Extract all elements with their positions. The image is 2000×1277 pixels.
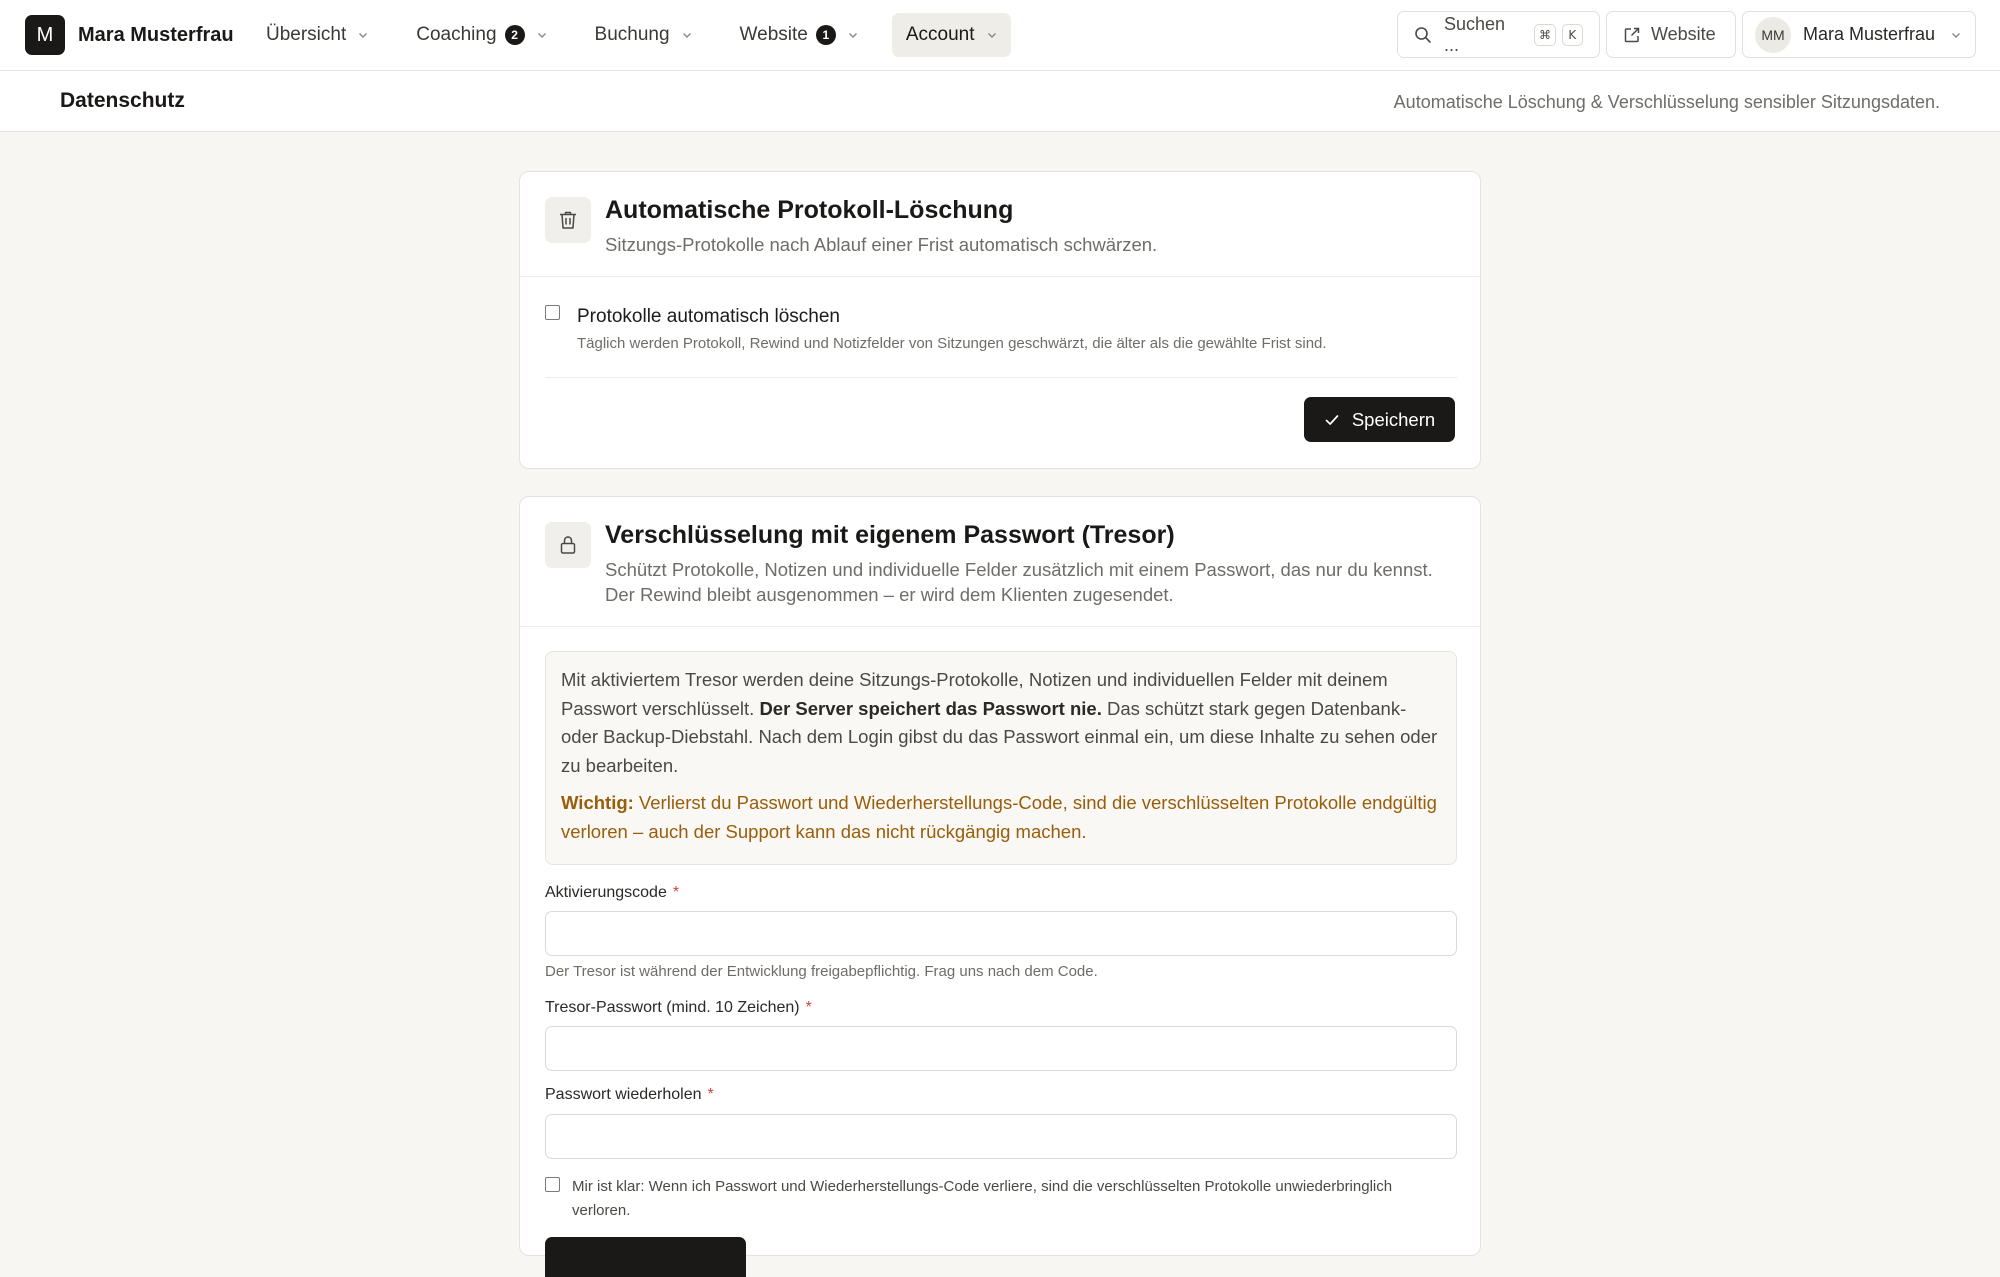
notification-badge: 2 — [505, 25, 525, 45]
vault-info-text: Mit aktiviertem Tresor werden deine Sitzungs-Protokolle, Notizen und individuellen Felder mit deinem Passwort verschlüsselt. Der Server speichert das Passwort nie. Das schützt stark gegen Datenbank- oder Backup-Diebstahl. Nach dem Login gibst du das Passwort einmal ein, um diese Inhalte zu sehen oder zu bearbeiten. — [561, 669, 1438, 776]
card-subtitle: Schützt Protokolle, Notizen und individuelle Felder zusätzlich mit einem Passwort, das nur du kennst. Der Rewind bleibt ausgenommen – er wird dem Klienten zugesendet. — [605, 559, 1433, 605]
user-menu-button[interactable] — [1742, 11, 1976, 58]
nav-item-label: Übersicht — [266, 24, 347, 45]
page-description: Automatische Löschung & Verschlüsselung sensibler Sitzungsdaten. — [1393, 92, 1940, 112]
required-marker: * — [805, 999, 812, 1016]
brand[interactable] — [25, 15, 234, 55]
search-label: Suchen ... — [1444, 13, 1506, 55]
divider — [545, 377, 1457, 378]
save-label: Speichern — [1351, 408, 1436, 430]
search-icon — [1414, 26, 1432, 44]
chevron-down-icon — [1951, 30, 1961, 40]
nav-item-website[interactable] — [726, 13, 872, 57]
card-header — [520, 497, 1480, 627]
chevron-down-icon — [682, 30, 692, 40]
activate-vault-button[interactable] — [545, 1237, 746, 1277]
nav-item-uebersicht[interactable] — [252, 13, 382, 57]
external-link-icon — [1623, 26, 1641, 44]
nav-item-account[interactable] — [892, 13, 1011, 57]
card-title: Verschlüsselung mit eigenem Passwort (Tresor) — [605, 521, 1175, 549]
auto-delete-checkbox[interactable] — [545, 305, 560, 320]
repeat-password-label: Passwort wiederholen * — [545, 1086, 714, 1103]
brand-logo: M — [25, 15, 65, 55]
activation-code-input[interactable] — [545, 911, 1457, 956]
vault-password-input[interactable] — [545, 1026, 1457, 1071]
website-label: Website — [1651, 24, 1716, 44]
activation-code-label: Aktivierungscode * — [545, 884, 680, 901]
notification-badge: 1 — [816, 25, 836, 45]
trash-icon — [545, 197, 591, 243]
lock-icon — [545, 522, 591, 568]
nav-item-label: Coaching — [416, 24, 497, 45]
required-marker: * — [707, 1086, 714, 1103]
page-title: Datenschutz — [60, 89, 185, 112]
card-header — [520, 172, 1480, 277]
vault-info-emphasis: Der Server speichert das Passwort nie. — [759, 697, 1102, 719]
acknowledge-checkbox[interactable] — [545, 1177, 560, 1192]
vault-password-label: Tresor-Passwort (mind. 10 Zeichen) * — [545, 999, 812, 1016]
chevron-down-icon — [537, 30, 547, 40]
nav-item-coaching[interactable] — [402, 13, 560, 57]
save-button[interactable] — [1304, 397, 1455, 442]
keyboard-shortcut-cmd: ⌘ — [1534, 24, 1555, 46]
user-name: Mara Musterfrau — [1803, 24, 1936, 44]
auto-delete-checkbox-label[interactable]: Protokolle automatisch löschen — [577, 306, 840, 327]
auto-delete-card — [519, 171, 1481, 469]
warning-label: Wichtig: — [561, 792, 634, 813]
brand-name: Mara Musterfrau — [78, 23, 234, 46]
auto-delete-hint: Täglich werden Protokoll, Rewind und Notizfelder von Sitzungen geschwärzt, die älter als die gewählte Frist sind. — [577, 335, 1327, 352]
acknowledge-label[interactable]: Mir ist klar: Wenn ich Passwort und Wiederherstellungs-Code verliere, sind die verschlüsselten Protokolle unwiederbringlich verloren. — [572, 1178, 1393, 1219]
chevron-down-icon — [848, 30, 858, 40]
nav-item-label: Account — [905, 24, 975, 45]
keyboard-shortcut-k: K — [1562, 24, 1583, 46]
vault-warning: Wichtig: Verlierst du Passwort und Wiederherstellungs-Code, sind die verschlüsselten Protokolle endgültig verloren – auch der Support kann das nicht rückgängig machen. — [561, 792, 1437, 842]
vault-encryption-card — [519, 496, 1481, 1256]
chevron-down-icon — [987, 30, 997, 40]
nav-item-label: Buchung — [594, 24, 670, 45]
top-navigation-bar — [0, 0, 2000, 71]
view-website-button[interactable] — [1606, 11, 1736, 58]
check-icon — [1324, 412, 1340, 428]
vault-info-box — [545, 651, 1457, 865]
activation-code-hint: Der Tresor ist während der Entwicklung freigabepflichtig. Frag uns nach dem Code. — [545, 963, 1098, 980]
search-button[interactable] — [1397, 11, 1600, 58]
page-header — [0, 71, 2000, 132]
main-nav — [252, 13, 1031, 57]
nav-item-label: Website — [739, 24, 808, 45]
required-marker: * — [672, 884, 680, 901]
nav-item-buchung[interactable] — [581, 13, 706, 57]
header-tools — [1391, 11, 1976, 58]
avatar: MM — [1755, 17, 1791, 53]
chevron-down-icon — [358, 30, 368, 40]
card-subtitle: Sitzungs-Protokolle nach Ablauf einer Frist automatisch schwärzen. — [605, 234, 1158, 255]
repeat-password-input[interactable] — [545, 1114, 1457, 1159]
card-title: Automatische Protokoll-Löschung — [605, 196, 1014, 224]
